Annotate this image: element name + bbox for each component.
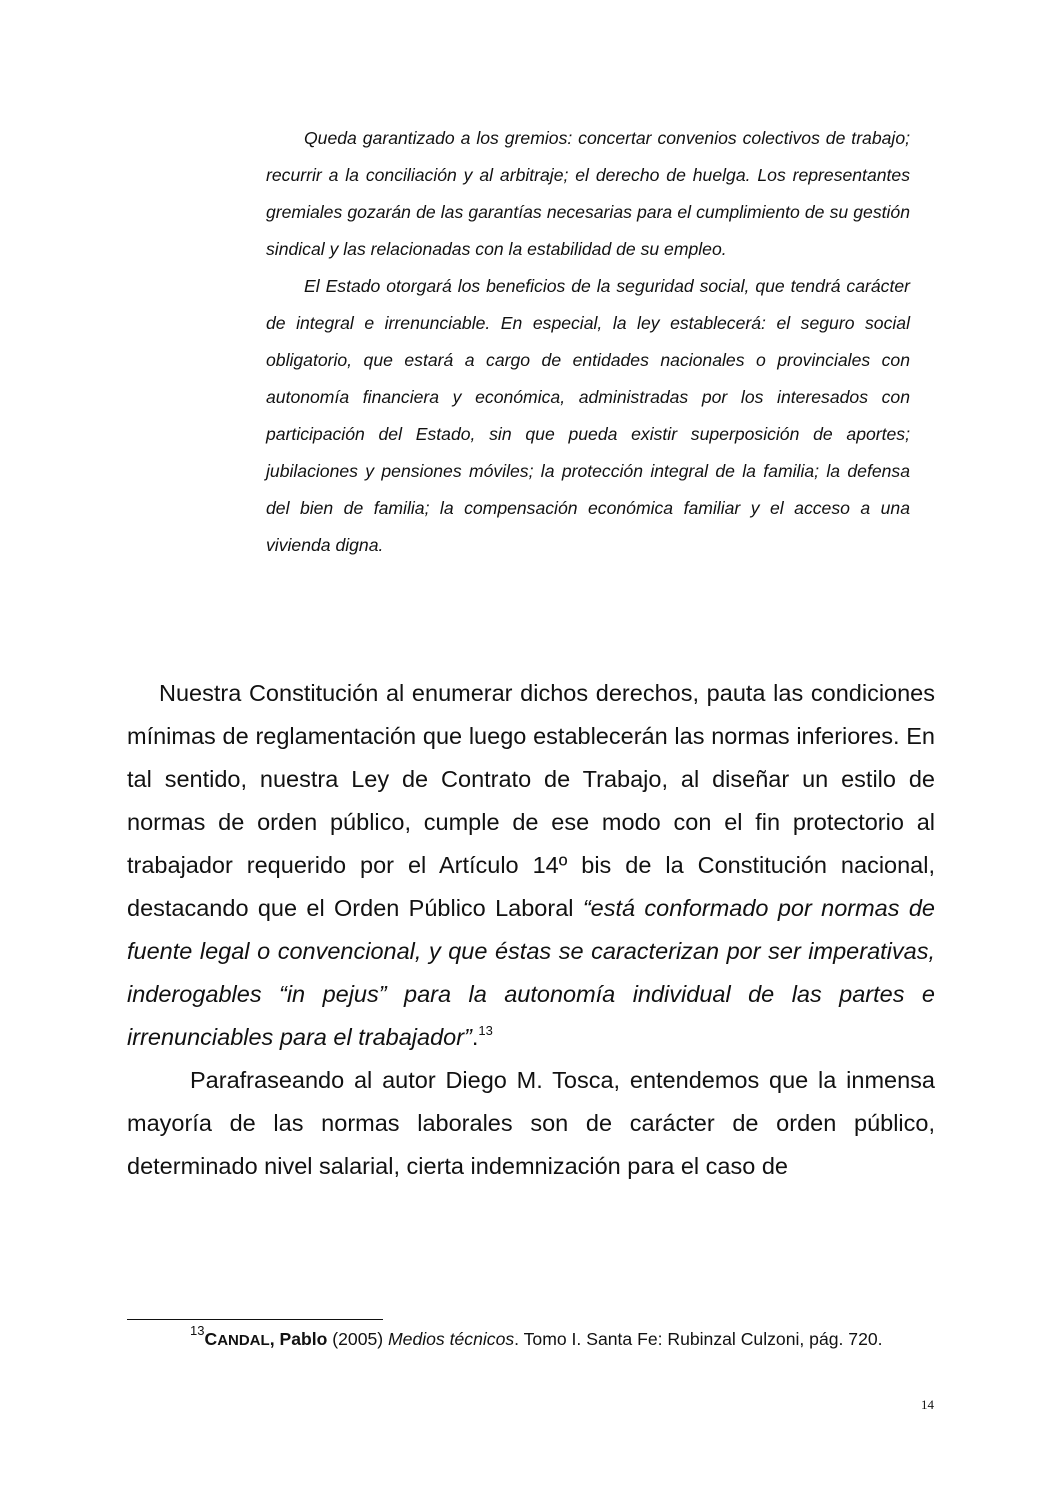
body-paragraph-1-text: Nuestra Constitución al enumerar dichos derechos, pauta las condiciones mínimas de reglamentación que luego establecerán las normas inferiores. En tal sentido, nuestra Ley de Contrato de Trabajo, al diseñar un estilo de normas de orden público, cumple de ese modo con el fin protectorio al trabajador requerido por el Artículo 14º bis de la Constitución nacional, destacando que el Orden Público Laboral xyxy=(127,680,935,921)
footnote-rest: . Tomo I. Santa Fe: Rubinzal Culzoni, pág. 720. xyxy=(514,1329,883,1349)
body-paragraph-1 xyxy=(127,672,935,1059)
footnote-reference: 13 xyxy=(478,1023,493,1038)
footnote-year: (2005) xyxy=(327,1329,389,1349)
footnote-separator xyxy=(127,1319,383,1320)
footnote-text xyxy=(127,1323,942,1354)
quote-paragraph-1: Queda garantizado a los gremios: concertar convenios colectivos de trabajo; recurrir a la conciliación y al arbitraje; el derecho de huelga. Los representantes gremiales gozarán de las garantías necesarias para el cumplimiento de su gestión sindical y las relacionadas con la estabilidad de su empleo. xyxy=(266,128,910,259)
footnote-author xyxy=(204,1329,327,1349)
body-text xyxy=(127,672,935,1188)
footnote-title: Medios técnicos xyxy=(388,1329,515,1349)
cited-quote: “está conformado por normas de fuente legal o convencional, y que éstas se caracterizan por ser imperativas, inderogables “in pejus” para la autonomía individual de las partes e irrenunciables para el trabajador” xyxy=(127,895,935,1050)
page-number: 14 xyxy=(921,1397,934,1412)
quote-paragraph-2: El Estado otorgará los beneficios de la seguridad social, que tendrá carácter de integral e irrenunciable. En especial, la ley establecerá: el seguro social obligatorio, que estará a cargo de entidades nacionales o provinciales con autonomía financiera y económica, administradas por los interesados con participación del Estado, sin que pueda existir superposición de aportes; jubilaciones y pensiones móviles; la protección integral de la familia; la defensa del bien de familia; la compensación económica familiar y el acceso a una vivienda digna. xyxy=(266,276,910,555)
body-paragraph-2: Parafraseando al autor Diego M. Tosca, entendemos que la inmensa mayoría de las normas laborales son de carácter de orden público, determinado nivel salarial, cierta indemnización para el caso de xyxy=(127,1067,935,1179)
footnote-author-initial: C xyxy=(204,1329,218,1349)
footnote-author-given: , Pablo xyxy=(269,1329,328,1349)
footnote-number: 13 xyxy=(190,1323,205,1338)
footnote-author-surname-rest: ANDAL xyxy=(217,1332,270,1349)
footnote xyxy=(127,1323,942,1354)
block-quote xyxy=(266,120,910,564)
body-paragraph-1-period: . xyxy=(471,1024,479,1050)
